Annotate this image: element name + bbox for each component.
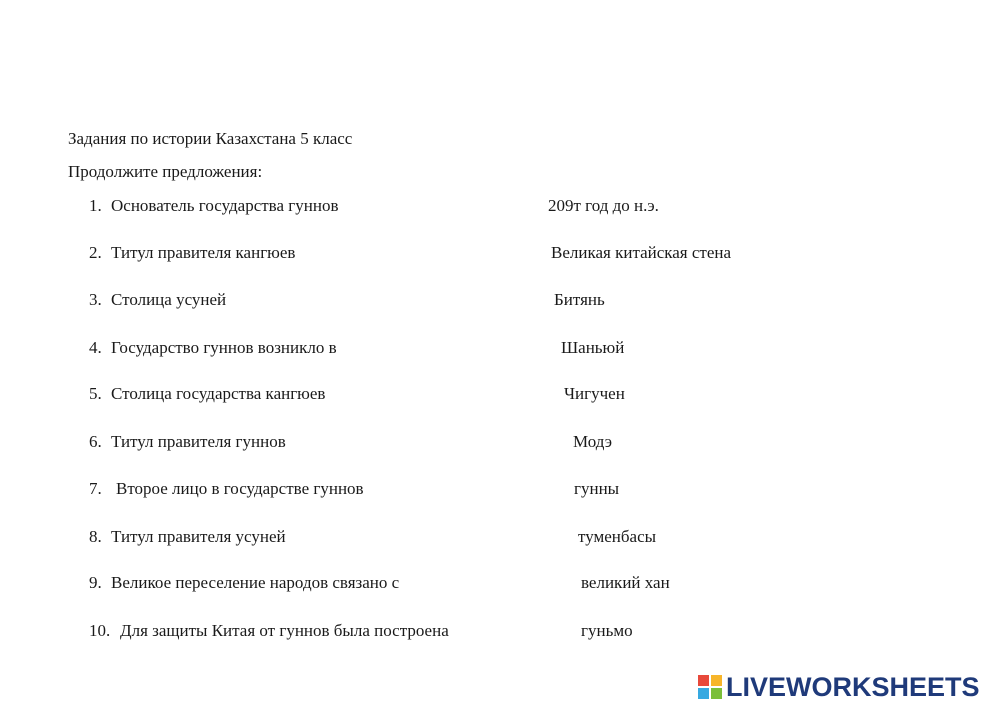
- question-number: 5.: [89, 384, 102, 403]
- answer-option: 209т год до н.э.: [548, 196, 659, 215]
- answer-option: туменбасы: [578, 527, 657, 546]
- question-text: Основатель государства гуннов: [111, 196, 339, 215]
- liveworksheets-logo: [698, 673, 980, 701]
- answer-option: великий хан: [581, 573, 670, 592]
- question-number: 7.: [89, 479, 102, 498]
- question-text: Титул правителя усуней: [111, 527, 286, 546]
- instruction: Продолжите предложения:: [68, 162, 263, 181]
- logo-block: [711, 675, 722, 686]
- question-number: 10.: [89, 621, 111, 640]
- question-number: 6.: [89, 432, 102, 451]
- question-number: 1.: [89, 196, 102, 215]
- question-text: Государство гуннов возникло в: [111, 338, 337, 357]
- question-number: 3.: [89, 290, 102, 309]
- answer-option: Модэ: [573, 432, 613, 451]
- logo-block: [698, 675, 709, 686]
- answer-option: Великая китайская стена: [551, 243, 732, 262]
- question-number: 8.: [89, 527, 102, 546]
- answer-option: гунны: [574, 479, 620, 498]
- logo-block: [711, 688, 722, 699]
- question-text: Столица усуней: [111, 290, 227, 309]
- question-number: 4.: [89, 338, 102, 357]
- answer-option: гуньмо: [581, 621, 633, 640]
- question-number: 2.: [89, 243, 102, 262]
- question-number: 9.: [89, 573, 102, 592]
- question-text: Титул правителя гуннов: [111, 432, 286, 451]
- answer-option: Чигучен: [564, 384, 625, 403]
- question-text: Титул правителя кангюев: [111, 243, 296, 262]
- logo-block: [698, 688, 709, 699]
- answer-option: Шаньюй: [561, 338, 625, 357]
- answer-option: Битянь: [554, 290, 605, 309]
- question-text: Второе лицо в государстве гуннов: [116, 479, 364, 498]
- logo-blocks-icon: [698, 675, 722, 699]
- question-text: Для защиты Китая от гуннов была построена: [120, 621, 449, 640]
- page-title: Задания по истории Казахстана 5 класс: [68, 129, 353, 148]
- question-text: Великое переселение народов связано с: [111, 573, 400, 592]
- logo-text: LIVEWORKSHEETS: [726, 672, 980, 702]
- question-text: Столица государства кангюев: [111, 384, 326, 403]
